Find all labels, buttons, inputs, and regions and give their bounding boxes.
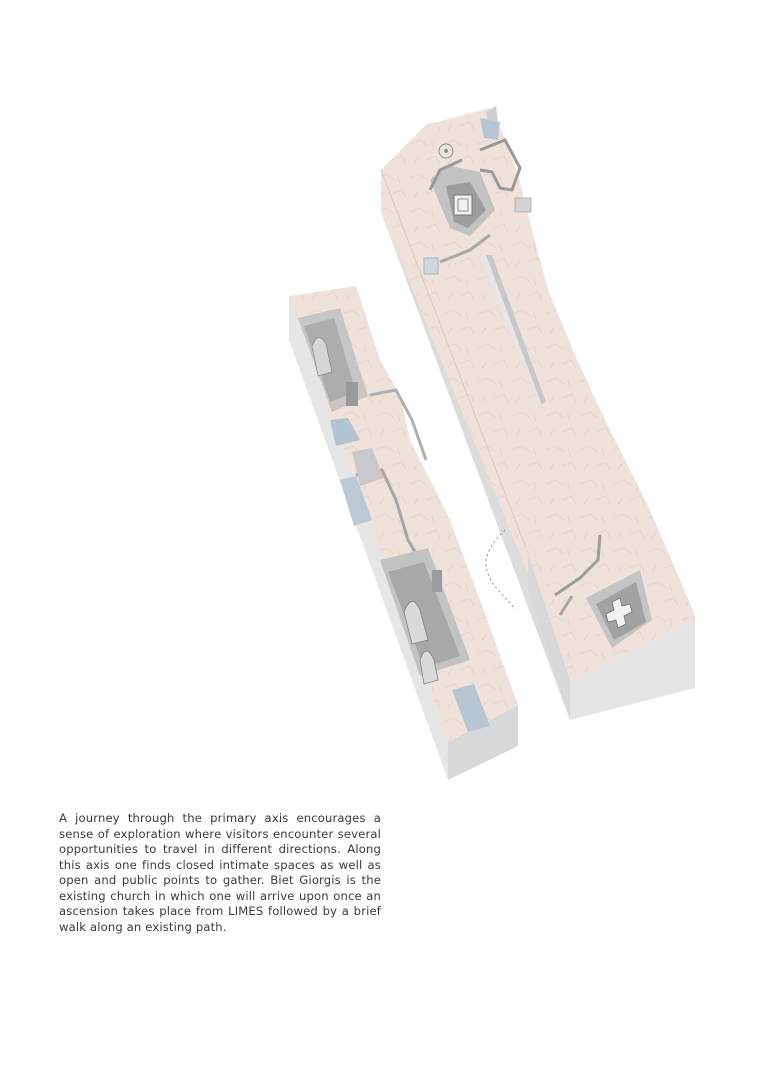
caption-paragraph: A journey through the primary axis encourages a sense of exploration where visitors encounter several opportunities to travel in different directions. Along this axis one finds closed intimate spaces as well as open and public points to gather. Biet Giorgis is the existing church in which one will arrive upon once an ascension takes place from LIMES followed by a brief walk along an existing path. (59, 811, 381, 934)
church-block (526, 510, 695, 720)
